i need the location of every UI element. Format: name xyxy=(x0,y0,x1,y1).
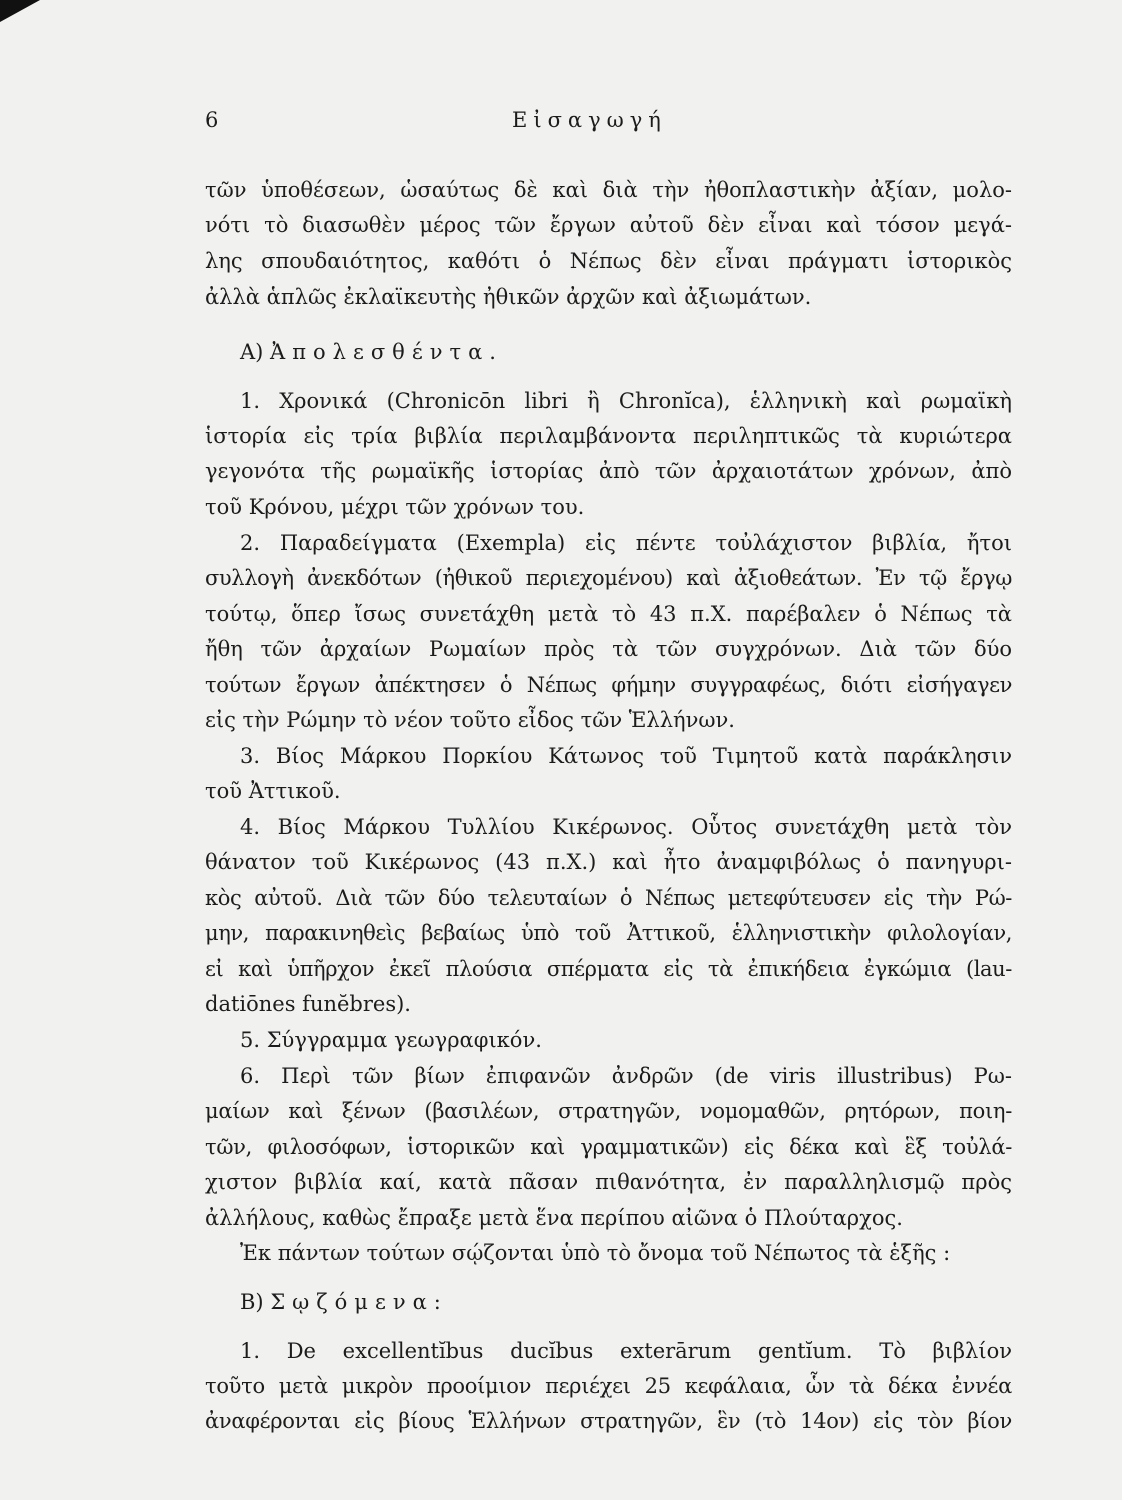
section-title: Σῳζόμενα: xyxy=(270,1290,448,1314)
section-heading-a xyxy=(240,338,1012,366)
running-title: Εἰσαγωγή xyxy=(512,108,667,132)
scan-corner-mark xyxy=(0,0,40,22)
text-line: τῶν ὑποθέσεων, ὡσαύτως δὲ καὶ διὰ τὴν ἠθοπλαστικὴν ἀξίαν, μολο- xyxy=(205,178,1012,202)
section-heading-b xyxy=(240,1288,1012,1316)
text-line: 1. Χρονικά (Chronicōn libri ἢ Chronĭca), ἑλληνικὴ καὶ ρωμαϊκὴ xyxy=(240,389,1012,413)
page-number: 6 xyxy=(205,108,219,132)
section-title: Ἀπολεσθέντα. xyxy=(270,340,503,364)
text-line: Ἐκ πάντων τούτων σῴζονται ὑπὸ τὸ ὄνομα τοῦ Νέπωτος τὰ ἑξῆς : xyxy=(240,1241,951,1265)
text-line: συλλογὴ ἀνεκδότων (ἠθικοῦ περιεχομένου) καὶ ἀξιοθεάτων. Ἐν τῷ ἔργῳ xyxy=(205,566,1012,590)
text-line: 1. De excellentĭbus ducĭbus exterārum gentĭum. Τὸ βιβλίον xyxy=(240,1339,1012,1363)
text-line: τούτων ἔργων ἀπέκτησεν ὁ Νέπως φήμην συγγραφέως, διότι εἰσήγαγεν xyxy=(205,673,1012,697)
text-line: θάνατον τοῦ Κικέρωνος (43 π.Χ.) καὶ ἦτο ἀναμφιβόλως ὁ πανηγυρι- xyxy=(205,850,1012,874)
text-line: χιστον βιβλία καί, κατὰ πᾶσαν πιθανότητα, ἐν παραλληλισμῷ πρὸς xyxy=(205,1170,1012,1194)
text-line: τοῦ Ἀττικοῦ. xyxy=(205,779,341,803)
text-line: 6. Περὶ τῶν βίων ἐπιφανῶν ἀνδρῶν (de viris illustribus) Ρω- xyxy=(240,1064,1012,1088)
text-line: ἀναφέρονται εἰς βίους Ἑλλήνων στρατηγῶν, ἓν (τὸ 14ον) εἰς τὸν βίον xyxy=(205,1409,1012,1433)
text-line: κὸς αὐτοῦ. Διὰ τῶν δύο τελευταίων ὁ Νέπως μετεφύτευσεν εἰς τὴν Ρώ- xyxy=(205,886,1012,910)
text-line: 3. Βίος Μάρκου Πορκίου Κάτωνος τοῦ Τιμητοῦ κατὰ παράκλησιν xyxy=(240,744,1012,768)
text-line: τούτῳ, ὅπερ ἴσως συνετάχθη μετὰ τὸ 43 π.Χ. παρέβαλεν ὁ Νέπως τὰ xyxy=(205,602,1012,626)
text-line: ἀλλήλους, καθὼς ἔπραξε μετὰ ἕνα περίπου αἰῶνα ὁ Πλούταρχος. xyxy=(205,1206,903,1230)
text-line: μην, παρακινηθεὶς βεβαίως ὑπὸ τοῦ Ἀττικοῦ, ἑλληνιστικὴν φιλολογίαν, xyxy=(205,921,1012,945)
text-line: λης σπουδαιότητος, καθότι ὁ Νέπως δὲν εἶναι πράγματι ἱστορικὸς xyxy=(205,249,1012,273)
text-line: ἀλλὰ ἁπλῶς ἐκλαϊκευτὴς ἠθικῶν ἀρχῶν καὶ ἀξιωμάτων. xyxy=(205,285,812,309)
text-line: 2. Παραδείγματα (Exempla) εἰς πέντε τοὐλάχιστον βιβλία, ἤτοι xyxy=(240,531,1012,555)
text-line: datiōnes funĕbres). xyxy=(205,992,411,1016)
text-line: εἰ καὶ ὑπῆρχον ἐκεῖ πλούσια σπέρματα εἰς τὰ ἐπικήδεια ἐγκώμια (lau- xyxy=(205,957,1012,981)
text-line: τοῦ Κρόνου, μέχρι τῶν χρόνων του. xyxy=(205,495,585,519)
text-line: τῶν, φιλοσόφων, ἱστορικῶν καὶ γραμματικῶν) εἰς δέκα καὶ ἓξ τοὐλά- xyxy=(205,1135,1012,1159)
text-line: ἤθη τῶν ἀρχαίων Ρωμαίων πρὸς τὰ τῶν συγχρόνων. Διὰ τῶν δύο xyxy=(205,637,1012,661)
text-line: μαίων καὶ ξένων (βασιλέων, στρατηγῶν, νομομαθῶν, ρητόρων, ποιη- xyxy=(205,1099,1012,1123)
text-line: νότι τὸ διασωθὲν μέρος τῶν ἔργων αὐτοῦ δὲν εἶναι καὶ τόσον μεγά- xyxy=(205,213,1012,237)
section-label: B) xyxy=(240,1290,264,1314)
section-label: A) xyxy=(240,340,264,364)
text-line: ἱστορία εἰς τρία βιβλία περιλαμβάνοντα περιληπτικῶς τὰ κυριώτερα xyxy=(205,424,1012,448)
text-line: 5. Σύγγραμμα γεωγραφικόν. xyxy=(240,1028,542,1052)
text-line: τοῦτο μετὰ μικρὸν προοίμιον περιέχει 25 κεφάλαια, ὧν τὰ δέκα ἐννέα xyxy=(205,1374,1012,1398)
text-line: εἰς τὴν Ρώμην τὸ νέον τοῦτο εἶδος τῶν Ἑλλήνων. xyxy=(205,708,735,732)
text-line: γεγονότα τῆς ρωμαϊκῆς ἱστορίας ἀπὸ τῶν ἀρχαιοτάτων χρόνων, ἀπὸ xyxy=(205,459,1012,483)
text-line: 4. Βίος Μάρκου Τυλλίου Κικέρωνος. Οὗτος συνετάχθη μετὰ τὸν xyxy=(240,815,1012,839)
